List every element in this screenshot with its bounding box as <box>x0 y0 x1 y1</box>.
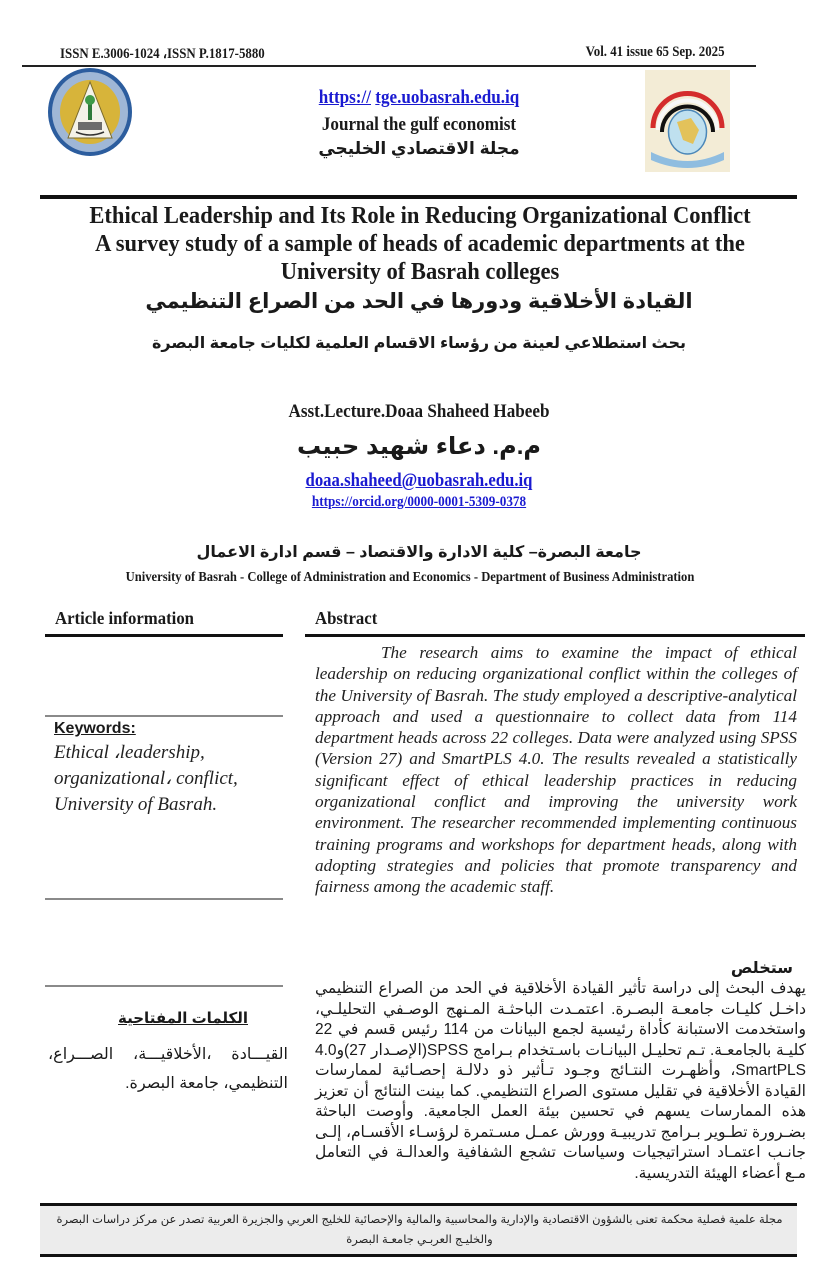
abstract-en <box>315 642 797 898</box>
journal-url-domain[interactable]: tge.uobasrah.edu.iq <box>375 87 520 108</box>
affiliation-en: University of Basrah - College of Administration and Economics - Department of Business Administration <box>125 570 695 585</box>
author-name-en: Asst.Lecture.Doaa Shaheed Habeeb <box>288 401 550 422</box>
abstract-ar-heading: ستخلص <box>730 960 793 977</box>
journal-name-ar: مجلة الاقتصادي الخليجي <box>318 139 520 158</box>
journal-url-prefix[interactable]: https:// <box>318 87 372 108</box>
author-name-ar: م.م. دعاء شهيد حبيب <box>297 433 541 460</box>
keywords-end-rule <box>45 898 283 900</box>
paper-subtitle-ar: بحث استطلاعي لعينة من رؤساء الاقسام العلمية لكليات جامعة البصرة <box>151 335 686 352</box>
article-info-heading: Article information <box>55 608 195 628</box>
journal-url-link[interactable] <box>42 87 796 109</box>
author-email-link[interactable]: doaa.shaheed@uobasrah.edu.iq <box>305 470 533 491</box>
abstract-en-text: The research aims to examine the impact of ethical leadership on reducing organizational conflict within the colleges of the University of Basrah. The study employed a descriptive-analytical approach and used a questionnaire to collect data from 114 department heads across 22 colleges. Data were analyzed using SPSS (Version 27) and SmartPLS 4.0. The results revealed a statistically significant effect of ethical leadership practices in reducing organizational conflict and improving the university work environment. The researcher recommended implementing continuous training programs and workshops for department heads, along with adopting strategies and policies that promote transparency and fairness among the academic staff. <box>315 643 797 897</box>
abstract-heading: Abstract <box>315 608 378 628</box>
keywords-ar: القيـــادة ،الأخلاقيـــة، الصـــراع، التنظيمي، جامعة البصرة. <box>48 1046 288 1092</box>
article-info-divider <box>45 634 283 637</box>
keywords-label: Keywords: <box>54 720 136 737</box>
author-orcid-link[interactable]: https://orcid.org/0000-0001-5309-0378 <box>311 494 527 510</box>
keywords-ar-rule <box>45 985 283 987</box>
issn-label: ISSN E.3006-1024 ،ISSN P.1817-5880 <box>60 46 265 62</box>
article-info-rule <box>45 715 283 717</box>
volume-label: Vol. 41 issue 65 Sep. 2025 <box>586 44 725 60</box>
title-divider <box>40 195 797 199</box>
footer-text: مجلة علمية فصلية محكمة تعنى بالشؤون الاقتصادية والإدارية والمحاسبية والمالية والإحصائية للخليج العربي والجزيرة العربية تصدر عن مركز دراسات البصرة والخليـج العربـي جامعـة البصرة <box>56 1214 783 1246</box>
journal-name-en: Journal the gulf economist <box>321 114 517 135</box>
abstract-ar: يهدف البحث إلى دراسة تأثير القيادة الأخلاقية في الحد من الصراع التنظيمي داخـل كليـات جامعـة البصـرة. اعتمـدت الباحثـة المـنهج الوصـفي التحليلـي، واستخدمت الاستبانة كأداة رئيسية لجمع البيانات من 114 رئيس قسم في 22 كليـة بالجامعـة. تـم تحليـل البيانـات باسـتخدام بـرامج SPSS(الإصـدار 27)و4.0 SmartPLS، وأظهـرت النتـائج وجـود تـأثير ذو دلالـة إحصـائية لممارسات القيادة الأخلاقية في تقليل مستوى الصراع التنظيمي. كما بينت النتائج أن تعزيز هذه الممارسات يسهم في تحسين بيئة العمل الجامعية. وأوصت الباحثة بضـرورة تطـوير بـرامج تدريبيـة وورش عمـل مسـتمرة لرؤسـاء الأقسـام، إلـى جانـب اعتمـاد استراتيجيات وسياسات تشجع الشفافية والعدالـة في التعامل مـع أعضاء الهيئة التدريسية. <box>315 980 806 1182</box>
paper-title-ar: القيادة الأخلاقية ودورها في الحد من الصراع التنظيمي <box>145 290 693 313</box>
affiliation-ar: جامعة البصرة– كلية الادارة والاقتصاد – قسم ادارة الاعمال <box>196 544 642 561</box>
keywords-en: Ethical ،leadership, organizational، conflict, University of Basrah. <box>54 742 238 815</box>
keywords-ar-label: الكلمات المفتاحية <box>118 1010 248 1027</box>
abstract-divider <box>305 634 805 637</box>
paper-title-en: Ethical Leadership and Its Role in Reducing Organizational Conflict A survey study of a sample of heads of academic departments at the University of Basrah colleges <box>89 202 751 285</box>
